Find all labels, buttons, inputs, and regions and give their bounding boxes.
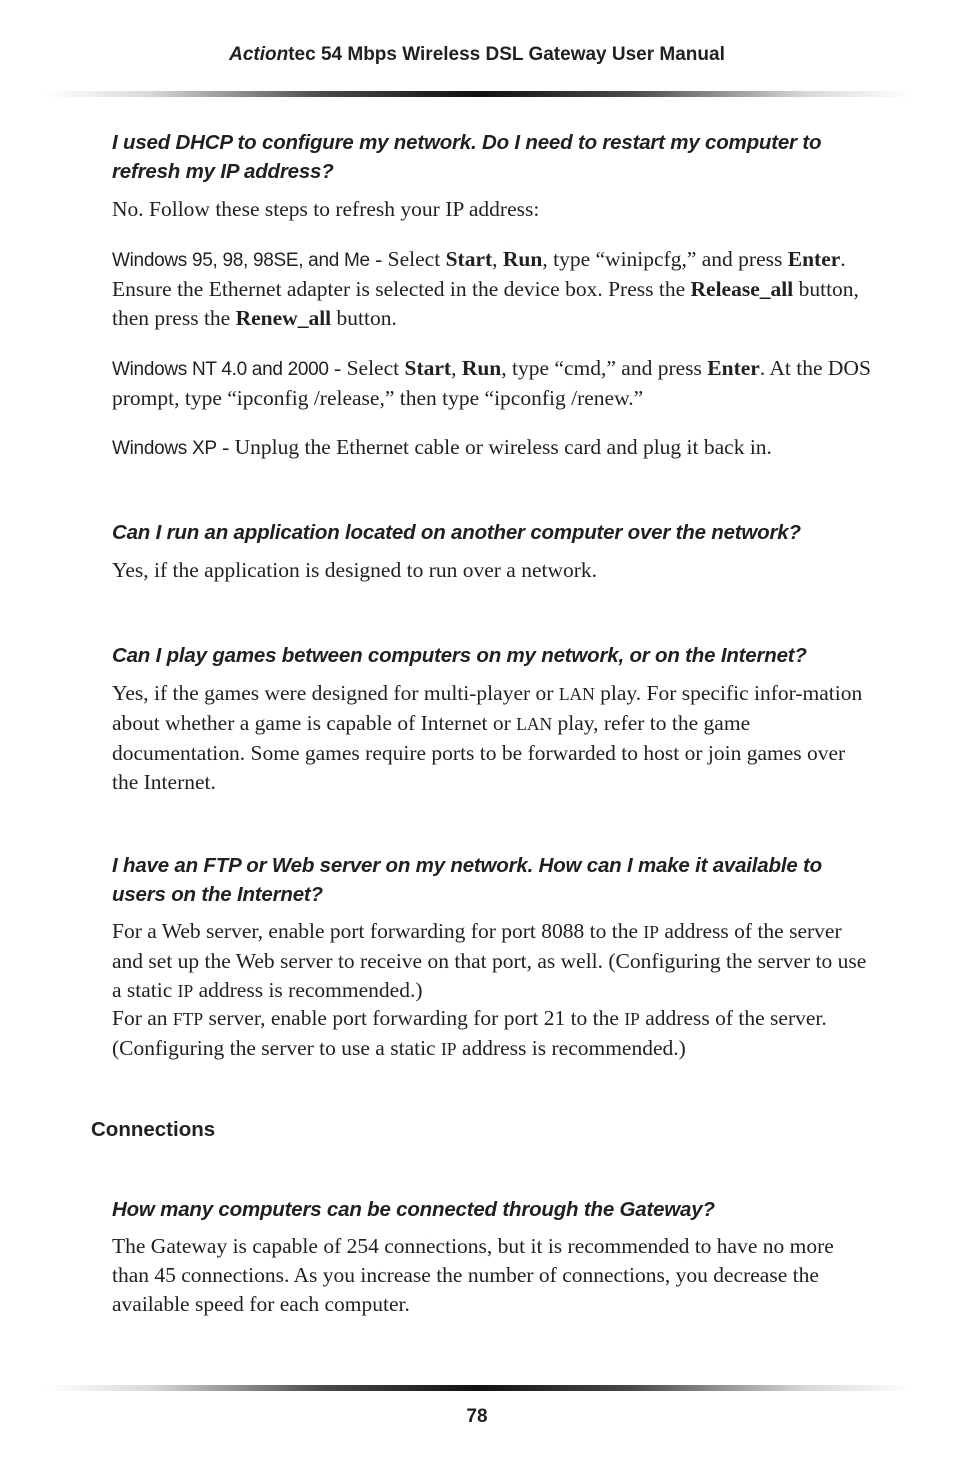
footer-rule — [45, 1385, 911, 1391]
header-rule — [45, 91, 911, 97]
start-keyword: Start — [404, 356, 452, 380]
ip-acronym: IP — [643, 922, 659, 942]
text: button. — [331, 306, 397, 330]
text: button, then press the — [112, 277, 859, 330]
faq-question-max-computers: How many computers can be connected through the Gateway? — [112, 1198, 715, 1221]
faq-answer-remote-app: Yes, if the application is designed to run over a network. — [112, 558, 598, 582]
run-keyword: Run — [502, 247, 543, 271]
text: server, enable port forwarding for port 21 to the — [203, 1006, 625, 1030]
faq-question-ftp-web: I have an FTP or Web server on my network. How can I make it available to users on the Internet? — [112, 854, 822, 906]
header-title: tec 54 Mbps Wireless DSL Gateway User Manual — [288, 44, 725, 65]
text: . Ensure the Ethernet adapter is selected in the device box. Press the — [112, 247, 846, 301]
os-label-winxp: Windows XP — [112, 438, 217, 459]
faq-answer-games — [112, 679, 872, 797]
start-keyword: Start — [445, 247, 493, 271]
text: - Select — [328, 356, 405, 380]
text: play. For specific infor-mation about whether a game is capable of Internet or — [112, 681, 863, 735]
text: address is recommended.) — [193, 978, 423, 1002]
ftp-acronym: FTP — [172, 1009, 204, 1029]
text: play, refer to the game documentation. Some games require ports to be forwarded to host or join games over the Internet. — [112, 711, 846, 794]
instructions-win95 — [112, 245, 872, 333]
faq-answer-dhcp: No. Follow these steps to refresh your IP address: — [112, 197, 540, 221]
header-brand: Action — [229, 44, 289, 65]
ip-acronym: IP — [624, 1009, 640, 1029]
text: For an — [112, 1006, 173, 1030]
instructions-winxp — [112, 433, 872, 463]
os-label-winnt: Windows NT 4.0 and 2000 — [112, 359, 329, 380]
lan-acronym: LAN — [516, 714, 553, 734]
text: . At the DOS prompt, type “ipconfig /release,” then type “ipconfig /renew.” — [112, 356, 871, 410]
section-heading-connections: Connections — [91, 1118, 216, 1141]
enter-keyword: Enter — [707, 356, 760, 380]
ip-acronym: IP — [177, 981, 194, 1001]
faq-answer-max-computers: The Gateway is capable of 254 connections, but it is recommended to have no more than 45 connections. As you increase the number of connections, you decrease the available speed for each computer. — [112, 1234, 834, 1316]
page-number: 78 — [466, 1406, 488, 1427]
lan-acronym: LAN — [558, 684, 595, 704]
text: Yes, if the games were designed for multi-player or — [112, 681, 559, 705]
faq-question-games: Can I play games between computers on my network, or on the Internet? — [112, 644, 807, 667]
running-header — [0, 44, 954, 66]
faq-answer-web-server — [112, 917, 872, 1006]
text: , — [492, 247, 503, 271]
text: For a Web server, enable port forwarding for port 8088 to the — [112, 919, 644, 943]
text: - Unplug the Ethernet cable or wireless card and plug it back in. — [216, 435, 772, 459]
faq-question-remote-app: Can I run an application located on another computer over the network? — [112, 521, 801, 544]
enter-keyword: Enter — [787, 247, 841, 271]
os-label-win95: Windows 95, 98, 98SE, and Me — [112, 250, 370, 271]
run-keyword: Run — [461, 356, 502, 380]
faq-question-dhcp: I used DHCP to configure my network. Do I need to restart my computer to refresh my IP address? — [112, 131, 822, 183]
text: address of the server and set up the Web server to receive on that port, as well. (Configuring the server to use a static — [112, 919, 867, 1002]
faq-answer-ftp-server — [112, 1004, 872, 1064]
renew-all-keyword: Renew_all — [235, 306, 332, 330]
text: address of the server. (Configuring the server to use a static — [112, 1006, 827, 1060]
text: , type “winipcfg,” and press — [542, 247, 788, 271]
ip-acronym: IP — [440, 1039, 457, 1059]
text: address is recommended.) — [456, 1036, 686, 1060]
release-all-keyword: Release_all — [690, 277, 794, 301]
text: , type “cmd,” and press — [501, 356, 708, 380]
text: , — [451, 356, 462, 380]
text: - Select — [369, 247, 446, 271]
instructions-winnt — [112, 354, 872, 413]
